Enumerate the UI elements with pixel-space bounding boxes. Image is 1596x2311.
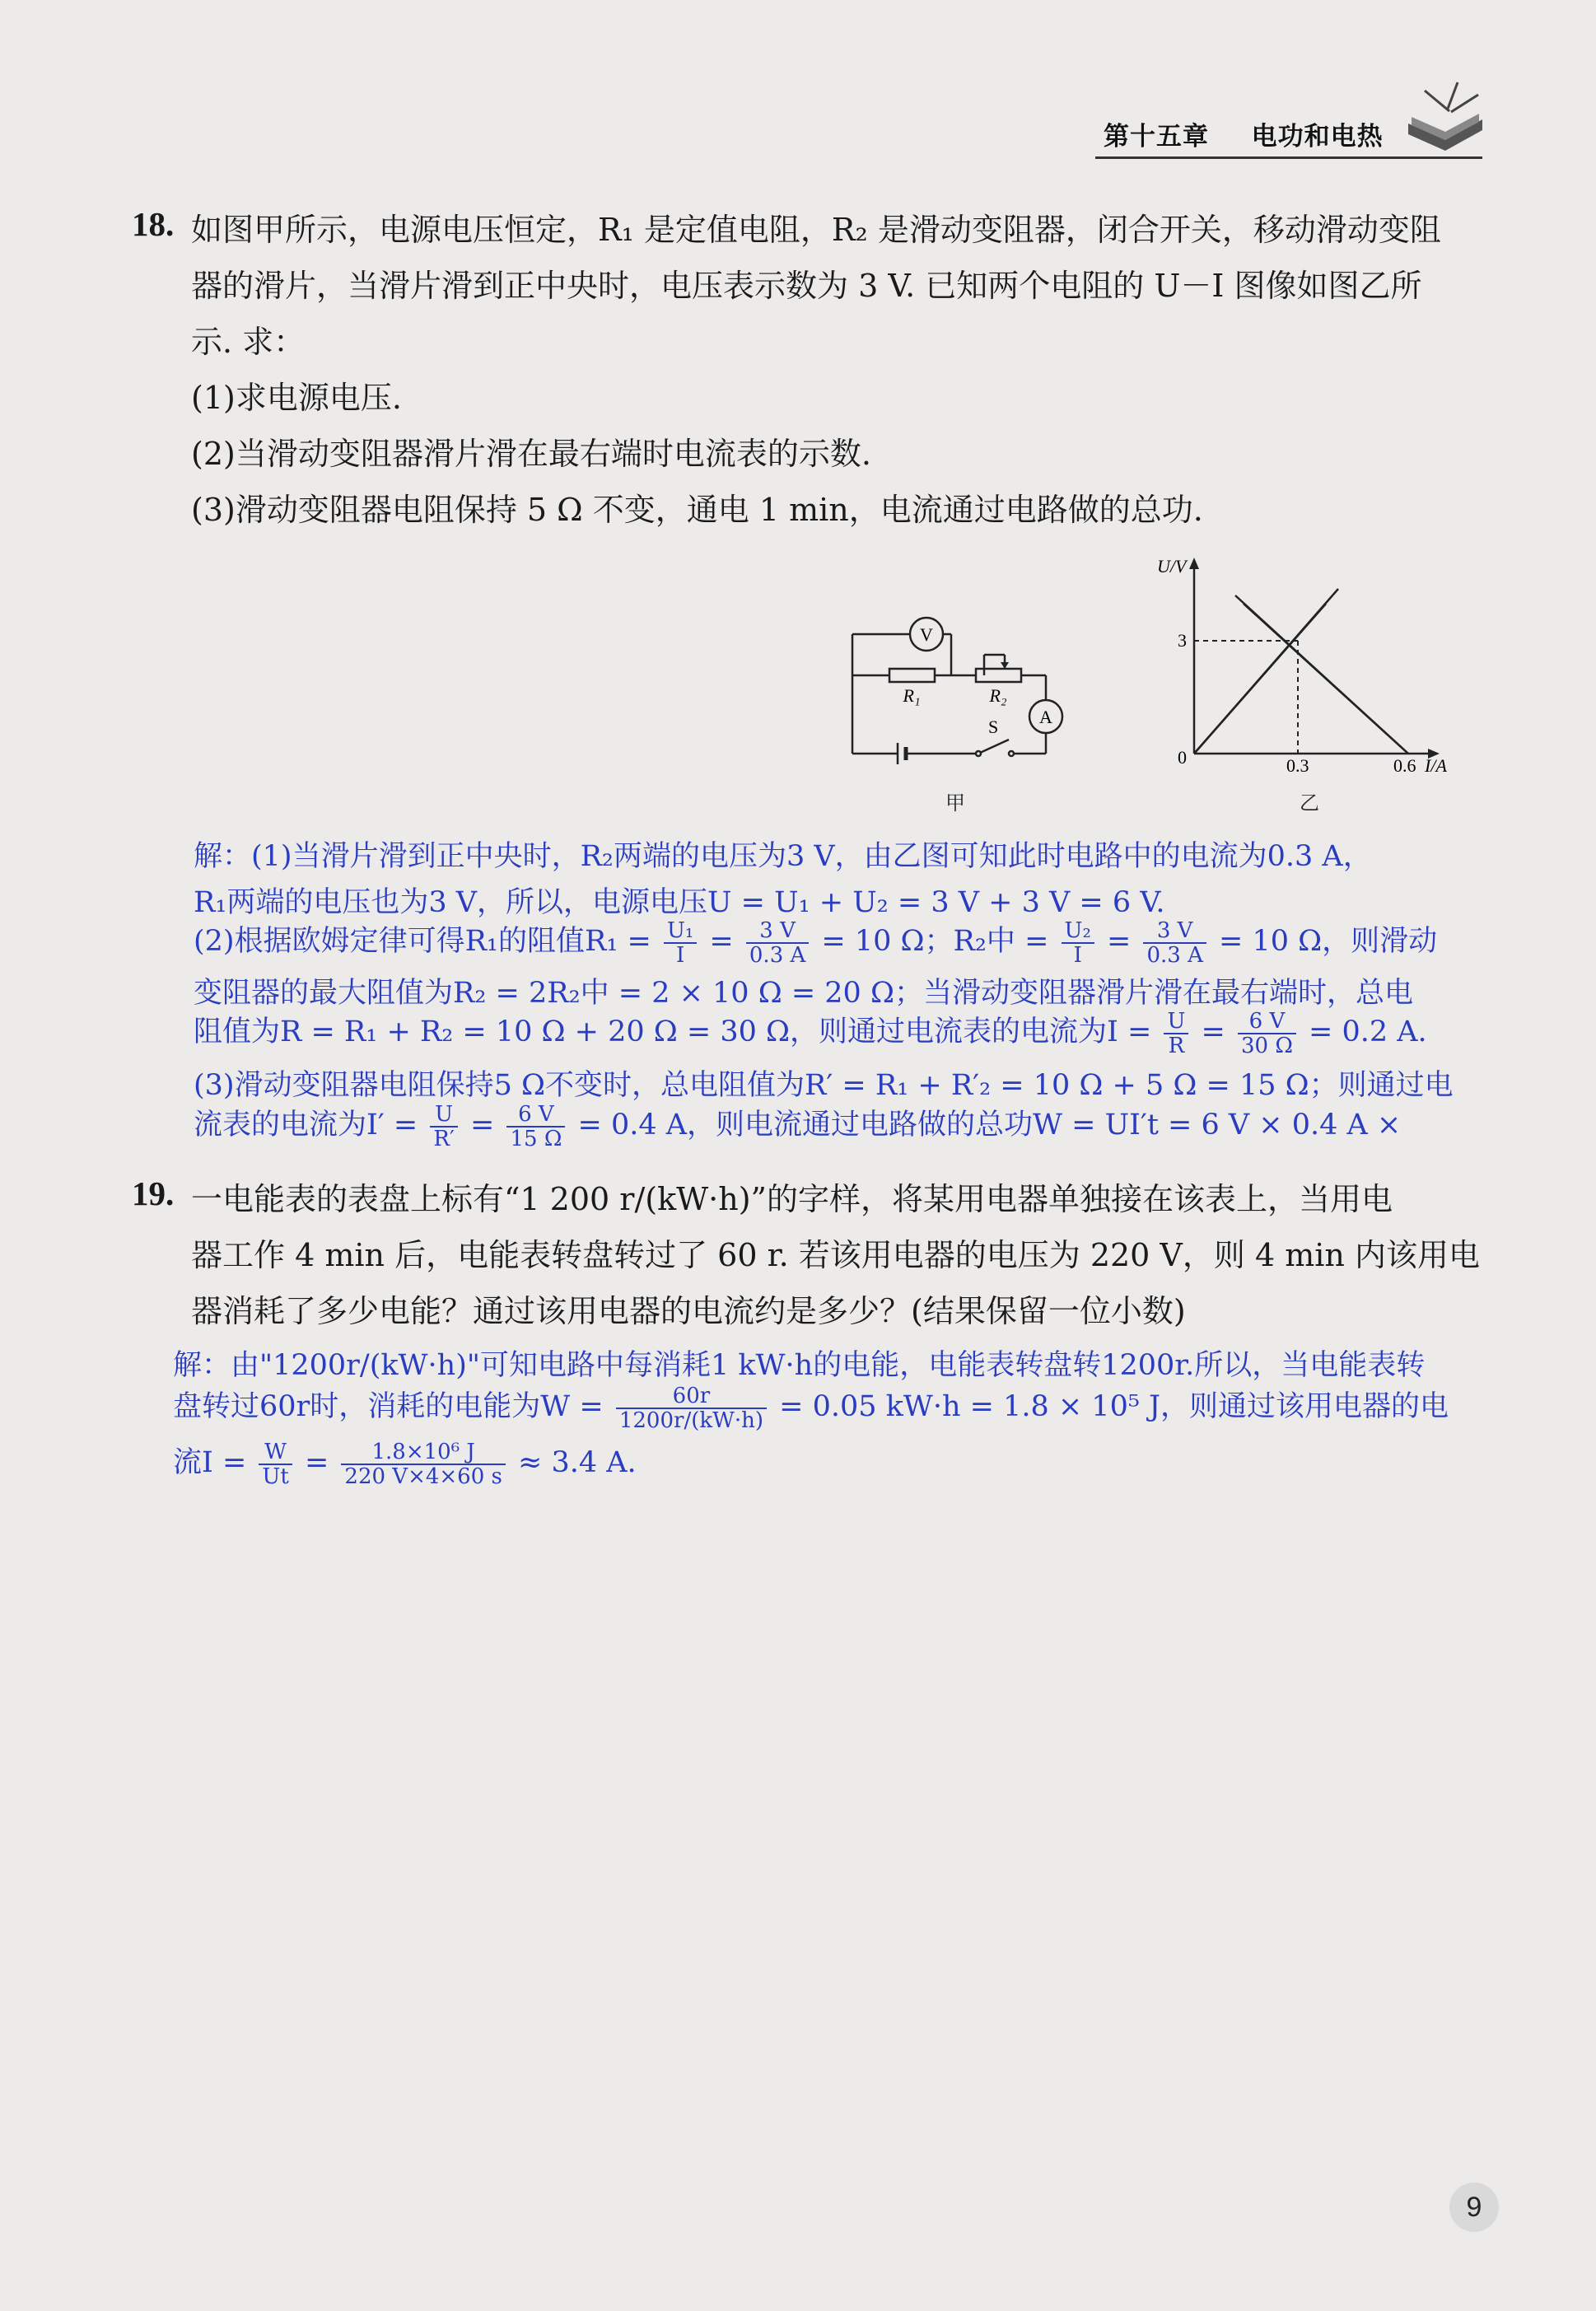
book-icon xyxy=(1400,74,1491,156)
q18-line-1: 如图甲所示，电源电压恒定，R₁ 是定值电阻，R₂ 是滑动变阻器，闭合开关，移动滑动变阻 xyxy=(191,212,1441,248)
q18-a3-text-d: = xyxy=(1107,925,1132,958)
graph-y-tick: 3 xyxy=(1178,630,1187,651)
q19-a3-text-b: = xyxy=(304,1446,329,1479)
frac-den: 220 V×4×60 s xyxy=(344,1464,502,1489)
fraction xyxy=(341,1440,505,1488)
ui-graph-line-falling xyxy=(1235,595,1408,754)
q18-a3-text-a: (2)根据欧姆定律可得R₁的阻值R₁ = xyxy=(194,925,651,958)
circuit-diagram xyxy=(840,609,1087,774)
frac-den: 15 Ω xyxy=(510,1126,562,1151)
q18-a3-text-e: = 10 Ω，则滑动 xyxy=(1219,925,1438,958)
frac-den: Ut xyxy=(262,1464,289,1489)
q19-line-2: 器工作 4 min 后，电能表转盘转过了 60 r. 若该用电器的电压为 220 V，则 4 min 内该用电 xyxy=(191,1237,1480,1273)
frac-num: U xyxy=(430,1103,457,1127)
q19-a2-text-b: = 0.05 kW·h = 1.8 × 10⁵ J，则通过该用电器的电 xyxy=(779,1390,1449,1423)
fraction xyxy=(1164,1010,1188,1057)
frac-num: W xyxy=(259,1440,292,1465)
q19-answer-line-3 xyxy=(173,1440,637,1488)
frac-den: 0.3 A xyxy=(1146,942,1203,968)
frac-den: 30 Ω xyxy=(1241,1033,1293,1058)
fraction xyxy=(1062,919,1094,967)
frac-num: 60r xyxy=(616,1384,767,1409)
question-18-number: 18. xyxy=(132,205,175,243)
q18-answer-line-6: (3)滑动变阻器电阻保持5 Ω不变时，总电阻值为R′ = R₁ + R′₂ = 10 Ω + 5 Ω = 15 Ω；则通过电 xyxy=(194,1069,1454,1102)
frac-den: 1200r/(kW·h) xyxy=(618,1408,763,1433)
q18-line-6: (3)滑动变阻器电阻保持 5 Ω 不变，通电 1 min，电流通过电路做的总功. xyxy=(191,492,1203,528)
frac-num: 3 V xyxy=(1143,919,1206,944)
figure-jia-caption: 甲 xyxy=(945,791,965,815)
q18-line-2: 器的滑片，当滑片滑到正中央时，电压表示数为 3 V. 已知两个电阻的 U－I 图像如图乙所 xyxy=(191,268,1422,304)
q19-answer-line-2 xyxy=(173,1384,1449,1432)
frac-num: 1.8×10⁶ J xyxy=(341,1440,505,1465)
q18-answer-line-7 xyxy=(194,1102,1401,1151)
figure-yi-caption: 乙 xyxy=(1300,791,1319,815)
graph-x-tick-2: 0.6 xyxy=(1393,755,1416,776)
chapter-header xyxy=(1104,115,1384,152)
chapter-number: 第十五章 xyxy=(1104,122,1209,152)
question-19-number: 19. xyxy=(132,1174,175,1212)
frac-num: U xyxy=(1164,1010,1188,1034)
q18-answer-line-4: 变阻器的最大阻值为R₂ = 2R₂中 = 2 × 10 Ω = 20 Ω；当滑动变阻器滑片滑在最右端时，总电 xyxy=(194,977,1413,1010)
frac-den: R xyxy=(1168,1033,1185,1058)
q18-line-5: (2)当滑动变阻器滑片滑在最右端时电流表的示数. xyxy=(191,436,871,472)
q18-a5-text-a: 阻值为R = R₁ + R₂ = 10 Ω + 20 Ω = 30 Ω，则通过电流表的电流为I = xyxy=(194,1015,1152,1048)
q18-answer-line-3 xyxy=(194,918,1437,967)
graph-x-tick-1: 0.3 xyxy=(1286,755,1309,776)
chapter-topic: 电功和电热 xyxy=(1251,122,1384,152)
frac-den: I xyxy=(675,942,685,968)
q19-answer-line-1: 解：由"1200r/(kW·h)"可知电路中每消耗1 kW·h的电能，电能表转盘转1200r.所以，当电能表转 xyxy=(173,1349,1426,1382)
fraction xyxy=(259,1440,292,1488)
switch-label: S xyxy=(988,717,999,737)
fraction xyxy=(664,919,697,967)
q19-line-3: 器消耗了多少电能？通过该用电器的电流约是多少？(结果保留一位小数) xyxy=(191,1293,1186,1329)
frac-num: 6 V xyxy=(506,1103,565,1127)
q19-a3-text-c: ≈ 3.4 A. xyxy=(518,1446,637,1479)
fraction xyxy=(506,1103,565,1151)
q18-a3-text-c: = 10 Ω；R₂中 = xyxy=(821,925,1049,958)
q18-line-4: (1)求电源电压. xyxy=(191,380,402,416)
frac-den: 0.3 A xyxy=(749,942,806,968)
q19-a3-text-a: 流I = xyxy=(173,1446,247,1479)
q19-a2-text-a: 盘转过60r时，消耗的电能为W = xyxy=(173,1390,604,1423)
r2-label: R₂ xyxy=(989,685,1007,706)
fraction xyxy=(746,919,809,967)
q18-a7-text-b: = xyxy=(470,1109,495,1141)
ui-graph xyxy=(1136,548,1449,778)
q18-answer-line-5 xyxy=(194,1009,1427,1057)
graph-y-label: U/V xyxy=(1157,556,1187,577)
ammeter-label: A xyxy=(1039,707,1052,727)
q18-line-3: 示. 求： xyxy=(191,324,306,360)
frac-num: U₁ xyxy=(664,919,697,944)
q18-a5-text-b: = xyxy=(1201,1015,1225,1048)
q18-a7-text-a: 流表的电流为I′ = xyxy=(194,1109,418,1141)
graph-x-label: I/A xyxy=(1425,755,1447,776)
frac-num: U₂ xyxy=(1062,919,1094,944)
frac-den: I xyxy=(1073,942,1082,968)
q18-a7-text-c: = 0.4 A，则电流通过电路做的总功W = UI′t = 6 V × 0.4 A × xyxy=(577,1109,1402,1141)
fraction xyxy=(430,1103,457,1151)
r1-label: R₁ xyxy=(903,685,921,706)
graph-origin: 0 xyxy=(1178,747,1187,768)
q18-answer-line-1: 解：(1)当滑片滑到正中央时，R₂两端的电压为3 V，由乙图可知此时电路中的电流为0.3 A， xyxy=(194,840,1372,873)
frac-num: 6 V xyxy=(1238,1010,1296,1034)
q18-a3-text-b: = xyxy=(709,925,734,958)
fraction xyxy=(1238,1010,1296,1057)
fraction xyxy=(1143,919,1206,967)
q19-line-1: 一电能表的表盘上标有“1 200 r/(kW·h)”的字样，将某用电器单独接在该表上，当用电 xyxy=(191,1181,1393,1217)
frac-den: R′ xyxy=(433,1126,455,1151)
page-number: 9 xyxy=(1449,2183,1499,2232)
fraction xyxy=(616,1384,767,1432)
frac-num: 3 V xyxy=(746,919,809,944)
q18-a5-text-c: = 0.2 A. xyxy=(1309,1015,1427,1048)
header-rule xyxy=(1095,156,1482,159)
q18-answer-line-2: R₁两端的电压也为3 V，所以，电源电压U = U₁ + U₂ = 3 V + 3 V = 6 V. xyxy=(194,886,1165,919)
voltmeter-label: V xyxy=(920,624,933,645)
